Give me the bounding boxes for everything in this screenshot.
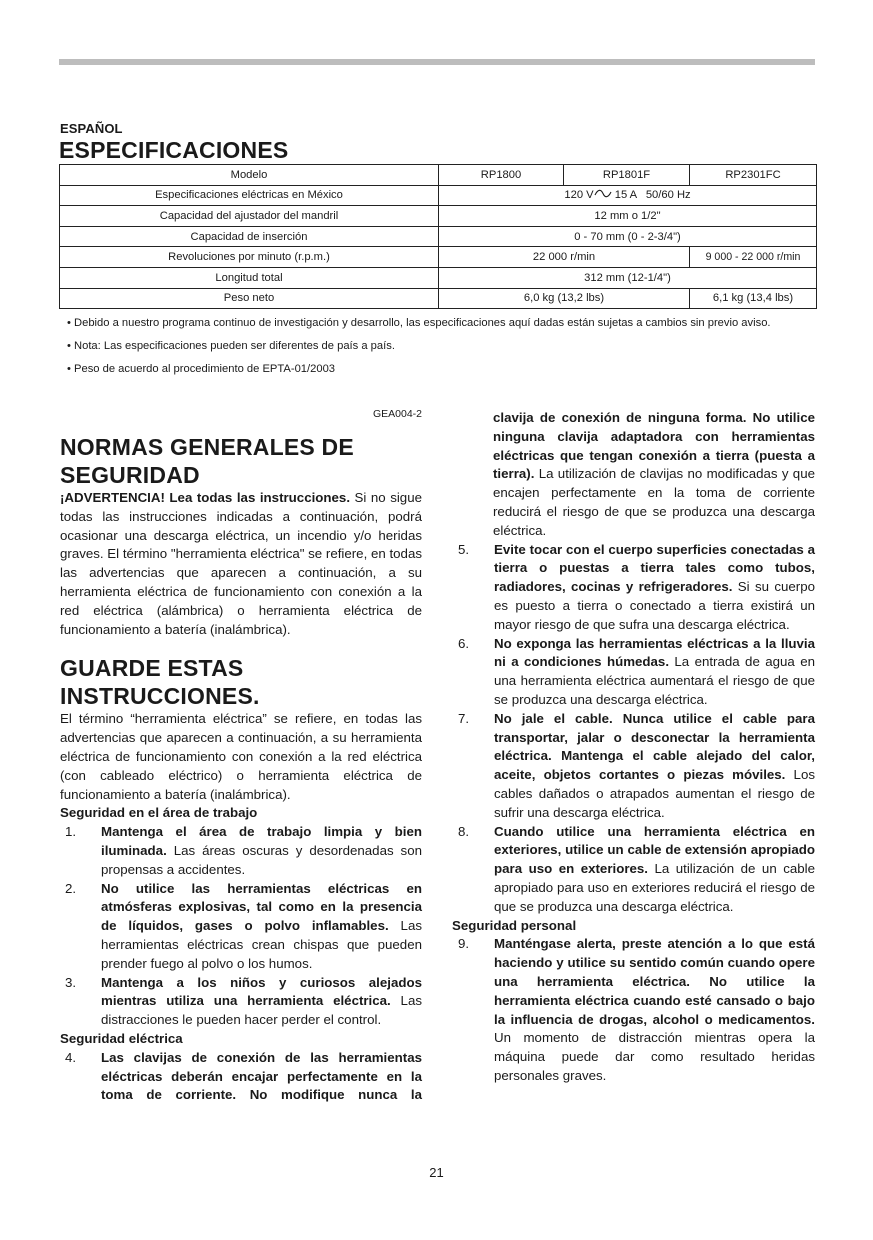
table-row <box>60 247 817 268</box>
table-cell-label: Modelo <box>60 165 439 186</box>
table-row <box>60 185 817 206</box>
list-item <box>453 635 815 710</box>
definition-paragraph: El término “herramienta eléctrica” se refiere, en todas las advertencias que aparecen a continuación, a su herramienta eléctrica de funcionamiento con conexión a la red eléctrica (con cableado eléctrico) o herramienta eléctrica de funcionamiento a batería (inalámbrica). <box>60 711 422 802</box>
item-bold: No jale el cable. Nunca utilice el cable para transportar, jalar o desconectar la herramienta eléctrica. Mantenga el cable alejado del calor, aceite, objetos cortantes o piezas móviles. <box>494 710 815 783</box>
list-item <box>60 974 422 1030</box>
list-item <box>453 541 815 635</box>
item-bold: Mantenga a los niños y curiosos alejados mientras utiliza una herramienta eléctrica. <box>101 974 422 1009</box>
table-cell-label: Revoluciones por minuto (r.p.m.) <box>60 247 439 268</box>
item-number: 6. <box>458 635 470 651</box>
item-text: La entrada de agua en una herramienta eléctrica aumentará el riesgo de que se produzca una descarga eléctrica. <box>494 654 815 707</box>
section-title-save-instructions: GUARDE ESTAS INSTRUCCIONES. <box>60 655 260 709</box>
item-text: Los cables dañados o atrapados aumentan el riesgo de sufrir una descarga eléctrica. <box>494 767 815 820</box>
table-row <box>60 206 817 227</box>
item-number: 4. <box>65 1049 77 1065</box>
warning-text: Si no sigue todas las instrucciones indicadas a continuación, podrá ocasionar una descarga eléctrica, un incendio y/o heridas graves. El término "herramienta eléctrica" se refiere, en todas las advertencias que aparecen a continuación, a su herramienta eléctrica de funcionamiento con conexión a la red eléctrica (alámbrica) o herramienta eléctrica de funcionamiento a batería (inalámbrica). <box>60 490 422 637</box>
list-item <box>60 1049 422 1105</box>
voltage-value: 120 V <box>564 189 594 202</box>
table-cell-model: RP1800 <box>439 165 564 186</box>
header-divider-bar <box>59 59 815 65</box>
table-row <box>60 226 817 247</box>
item-text: Las áreas oscuras y desordenadas son propensas a accidentes. <box>101 842 422 877</box>
table-cell-model: RP2301FC <box>690 165 817 186</box>
item-bold: No utilice las herramientas eléctricas en atmósferas explosivas, tal como en la presencia de líquidos, gases o polvo inflamables. <box>101 880 422 934</box>
note-item: • Debido a nuestro programa continuo de investigación y desarrollo, las especificaciones aquí dadas están sujetas a cambios sin previo aviso. <box>67 317 771 329</box>
list-item-continued <box>453 409 815 541</box>
specifications-table <box>59 164 817 309</box>
list-item <box>453 823 815 917</box>
page-number: 21 <box>429 1165 444 1180</box>
table-cell-value <box>439 185 817 206</box>
list-item <box>60 880 422 974</box>
item-number: 1. <box>65 824 77 840</box>
item-number: 3. <box>65 974 77 990</box>
item-text: Las distracciones le pueden hacer perder el control. <box>101 993 422 1028</box>
item-bold: Evite tocar con el cuerpo superficies conectadas a tierra o puestas a tierra tales como tubos, radiadores, cocinas y refrigeradores. <box>494 541 815 595</box>
item-bold: No exponga las herramientas eléctricas a la lluvia ni a condiciones húmedas. <box>494 635 815 670</box>
table-row <box>60 288 817 309</box>
item-text: La utilización de clavijas no modificadas y que encajen perfectamente en la toma de corriente reducirá el riesgo de que se produzca una descarga eléctrica. <box>493 466 815 538</box>
spec-notes <box>67 315 807 384</box>
table-cell-model: RP1801F <box>564 165 690 186</box>
item-text: Si su cuerpo es puesto a tierra o conectado a tierra existirá un mayor riesgo de que sufra una descarga eléctrica. <box>494 579 815 632</box>
item-number: 2. <box>65 880 77 896</box>
table-cell-label: Peso neto <box>60 288 439 309</box>
warning-paragraph <box>60 489 422 639</box>
subsection-electrical: Seguridad eléctrica <box>60 1030 183 1046</box>
table-row <box>60 267 817 288</box>
item-bold: Cuando utilice una herramienta eléctrica en exteriores, utilice un cable de extensión apropiado para uso en exteriores. <box>494 823 815 877</box>
subsection-personal: Seguridad personal <box>452 917 577 933</box>
item-number: 7. <box>458 710 470 726</box>
table-cell-value: 6,0 kg (13,2 lbs) <box>439 288 690 309</box>
table-cell-label: Especificaciones eléctricas en México <box>60 185 439 206</box>
item-number: 5. <box>458 541 470 557</box>
item-bold: Mantenga el área de trabajo limpia y bien iluminada. <box>101 824 422 858</box>
list-item <box>453 935 815 1085</box>
note-item: • Peso de acuerdo al procedimiento de EPTA-01/2003 <box>67 363 336 375</box>
table-cell-label: Capacidad de inserción <box>60 226 439 247</box>
left-column <box>60 434 422 1105</box>
ac-sine-icon <box>594 189 612 201</box>
item-text: La utilización de un cable apropiado para uso en exteriores reducirá el riesgo de que se produzca una descarga eléctrica. <box>494 861 815 914</box>
language-label: ESPAÑOL <box>60 121 123 136</box>
list-item <box>60 823 422 879</box>
right-column <box>453 409 815 1086</box>
item-bold: Manténgase alerta, preste atención a lo que está haciendo y utilice su sentido común cuando opere una herramienta eléctrica. No utilice la herramienta eléctrica cuando esté cansado o bajo la influencia de drogas, alcohol o medicamentos. <box>494 936 815 1027</box>
page-title: ESPECIFICACIONES <box>59 137 289 163</box>
table-cell-value: 22 000 r/min <box>439 247 690 268</box>
table-cell-value: 312 mm (12-1/4") <box>439 267 817 288</box>
section-title-safety: NORMAS GENERALES DE SEGURIDAD <box>60 434 354 488</box>
table-cell-value: 6,1 kg (13,4 lbs) <box>690 288 817 309</box>
document-code: GEA004-2 <box>372 408 422 420</box>
table-cell-label: Longitud total <box>60 267 439 288</box>
table-cell-value: 12 mm o 1/2" <box>439 206 817 227</box>
table-row-model <box>60 165 817 186</box>
item-bold: Las clavijas de conexión de las herramientas eléctricas deberán encajar perfectamente en la toma de corriente. No modifique nunca la <box>101 1049 422 1103</box>
item-number: 9. <box>458 936 470 952</box>
item-text: Un momento de distracción mientras opera la máquina puede dar como resultado heridas personales graves. <box>494 1030 815 1083</box>
note-item: • Nota: Las especificaciones pueden ser diferentes de país a país. <box>67 340 395 352</box>
warning-bold: ¡ADVERTENCIA! Lea todas las instrucciones. <box>60 490 351 505</box>
item-bold: clavija de conexión de ninguna forma. No utilice ninguna clavija adaptadora con herramientas eléctricas que tengan conexión a tierra (puesta a tierra). <box>493 410 815 482</box>
table-cell-label: Capacidad del ajustador del mandril <box>60 206 439 227</box>
current-frequency-value: 15 A 50/60 Hz <box>614 189 691 202</box>
table-cell-value: 9 000 - 22 000 r/min <box>690 247 817 268</box>
list-item <box>453 710 815 823</box>
item-number: 8. <box>458 823 470 839</box>
item-text: Las herramientas eléctricas crean chispas que pueden prender fuego al polvo o los humos. <box>101 918 422 971</box>
table-cell-value: 0 - 70 mm (0 - 2-3/4") <box>439 226 817 247</box>
subsection-work-area: Seguridad en el área de trabajo <box>60 805 258 821</box>
